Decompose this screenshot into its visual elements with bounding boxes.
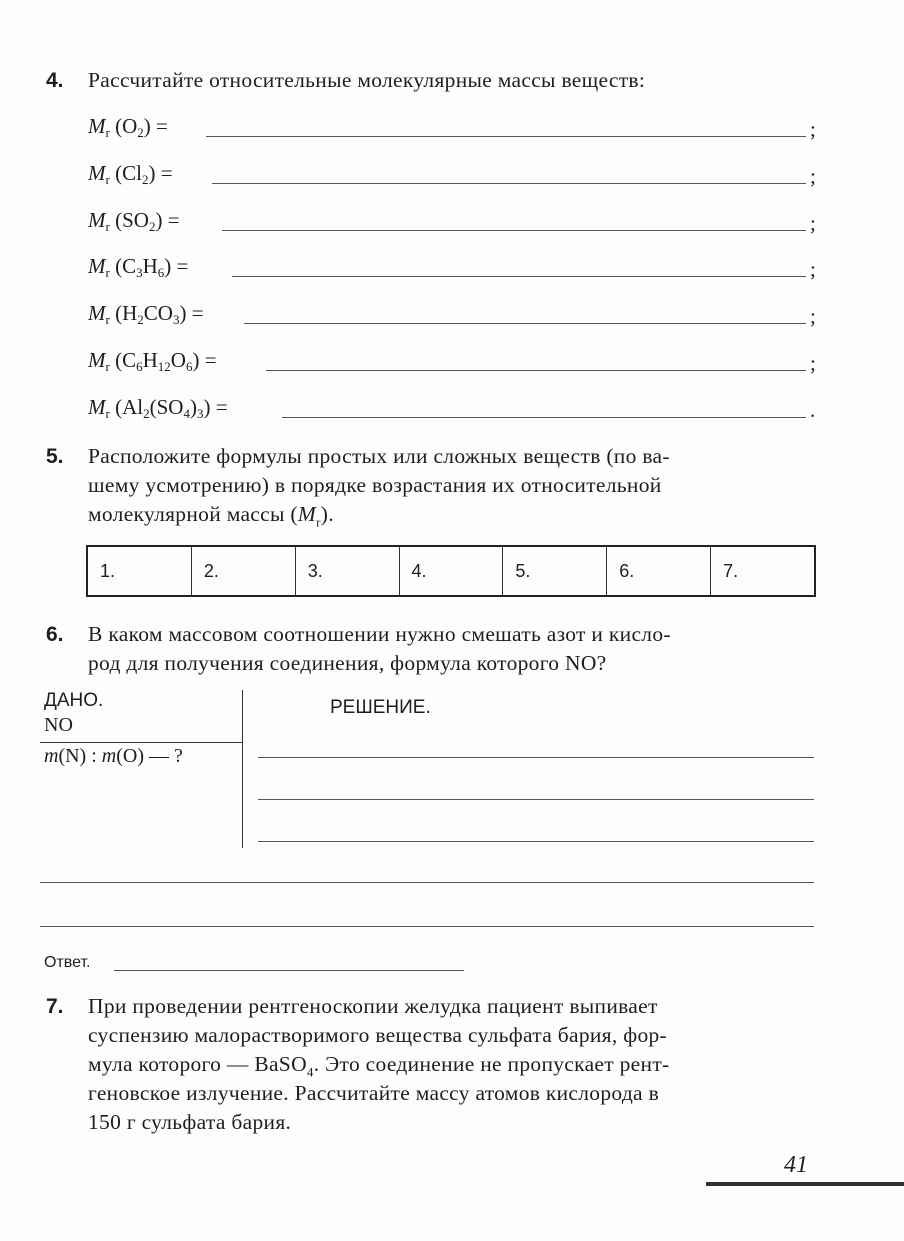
- row-terminator: ;: [810, 351, 816, 375]
- order-cell-4[interactable]: 4.: [399, 546, 503, 596]
- given-divider: [40, 742, 242, 743]
- row-terminator: ;: [810, 211, 816, 235]
- task-7-line-4: геновское излучение. Рассчитайте массу атомов кислорода в: [88, 1081, 660, 1105]
- task-4-number: 4.: [46, 69, 64, 92]
- order-cell-2[interactable]: 2.: [191, 546, 295, 596]
- solution-line-3[interactable]: [258, 841, 814, 842]
- order-cell-5[interactable]: 5.: [503, 546, 607, 596]
- task-6-number: 6.: [46, 623, 64, 646]
- task-4-text: Рассчитайте относительные молекулярные массы веществ:: [88, 68, 646, 92]
- row-terminator: ;: [810, 117, 816, 141]
- task-7-number: 7.: [46, 995, 64, 1018]
- task-7-line-5: 150 г сульфата бария.: [88, 1110, 292, 1134]
- solution-line-5[interactable]: [40, 926, 814, 927]
- task-5-number: 5.: [46, 445, 64, 468]
- row-terminator: ;: [810, 164, 816, 188]
- answer-line[interactable]: [114, 970, 464, 971]
- order-cell-1[interactable]: 1.: [87, 546, 191, 596]
- task-7-line-1: При проведении рентгеноскопии желудка пациент выпивает: [88, 994, 658, 1018]
- answer-label: Ответ.: [44, 954, 91, 971]
- molar-mass-row-5: $M_r$ $(H_2CO_3)$ =: [88, 301, 204, 327]
- row-terminator: ;: [810, 304, 816, 328]
- answer-field-7[interactable]: [282, 417, 806, 418]
- order-cell-6[interactable]: 6.: [607, 546, 711, 596]
- molar-mass-row-2: $M_r$ $(Cl_2)$ =: [88, 161, 173, 187]
- solution-line-1[interactable]: [258, 757, 814, 758]
- answer-field-2[interactable]: [212, 183, 806, 184]
- given-vertical-divider: [242, 690, 243, 848]
- molar-mass-row-3: $M_r$ $(SO_2)$ =: [88, 208, 180, 234]
- answer-field-5[interactable]: [244, 323, 806, 324]
- page-number: 41: [784, 1152, 808, 1178]
- task-7-line-2: суспензию малорастворимого вещества сульфата бария, фор-: [88, 1023, 668, 1047]
- given-value: NO: [44, 714, 73, 736]
- task-6-line-2: род для получения соединения, формула которого NO?: [88, 651, 607, 675]
- solution-label: РЕШЕНИЕ.: [330, 697, 431, 718]
- task-6-line-1: В каком массовом соотношении нужно смешать азот и кисло-: [88, 622, 671, 646]
- answer-field-1[interactable]: [206, 136, 806, 137]
- row-terminator: .: [810, 398, 816, 422]
- page-number-bar: [706, 1182, 904, 1186]
- row-terminator: ;: [810, 257, 816, 281]
- order-cell-3[interactable]: 3.: [295, 546, 399, 596]
- solution-line-4[interactable]: [40, 882, 814, 883]
- answer-field-4[interactable]: [232, 276, 806, 277]
- answer-field-3[interactable]: [222, 230, 806, 231]
- answer-field-6[interactable]: [266, 370, 806, 371]
- order-table: [86, 545, 816, 597]
- order-cell-7[interactable]: 7.: [711, 546, 815, 596]
- molar-mass-row-7: $M_r$ $(Al_2(SO_4)_3)$ =: [88, 395, 228, 421]
- find-text: m(N) : m(O) — ?: [44, 745, 183, 767]
- task-5-line-1: Расположите формулы простых или сложных веществ (по ва-: [88, 444, 670, 468]
- task-7-line-3: мула которого — BaSO$_4$. Это соединение не пропускает рент-: [88, 1052, 670, 1080]
- molar-mass-row-4: $M_r$ $(C_3H_6)$ =: [88, 254, 189, 280]
- molar-mass-row-6: $M_r$ $(C_6H_{12}O_6)$ =: [88, 348, 217, 374]
- molar-mass-row-1: $M_r$ $(O_2)$ =: [88, 114, 168, 140]
- task-5-line-3: молекулярной массы $(M_r)$.: [88, 502, 334, 530]
- task-5-line-2: шему усмотрению) в порядке возрастания их относительной: [88, 473, 662, 497]
- given-label: ДАНО.: [44, 690, 104, 711]
- solution-line-2[interactable]: [258, 799, 814, 800]
